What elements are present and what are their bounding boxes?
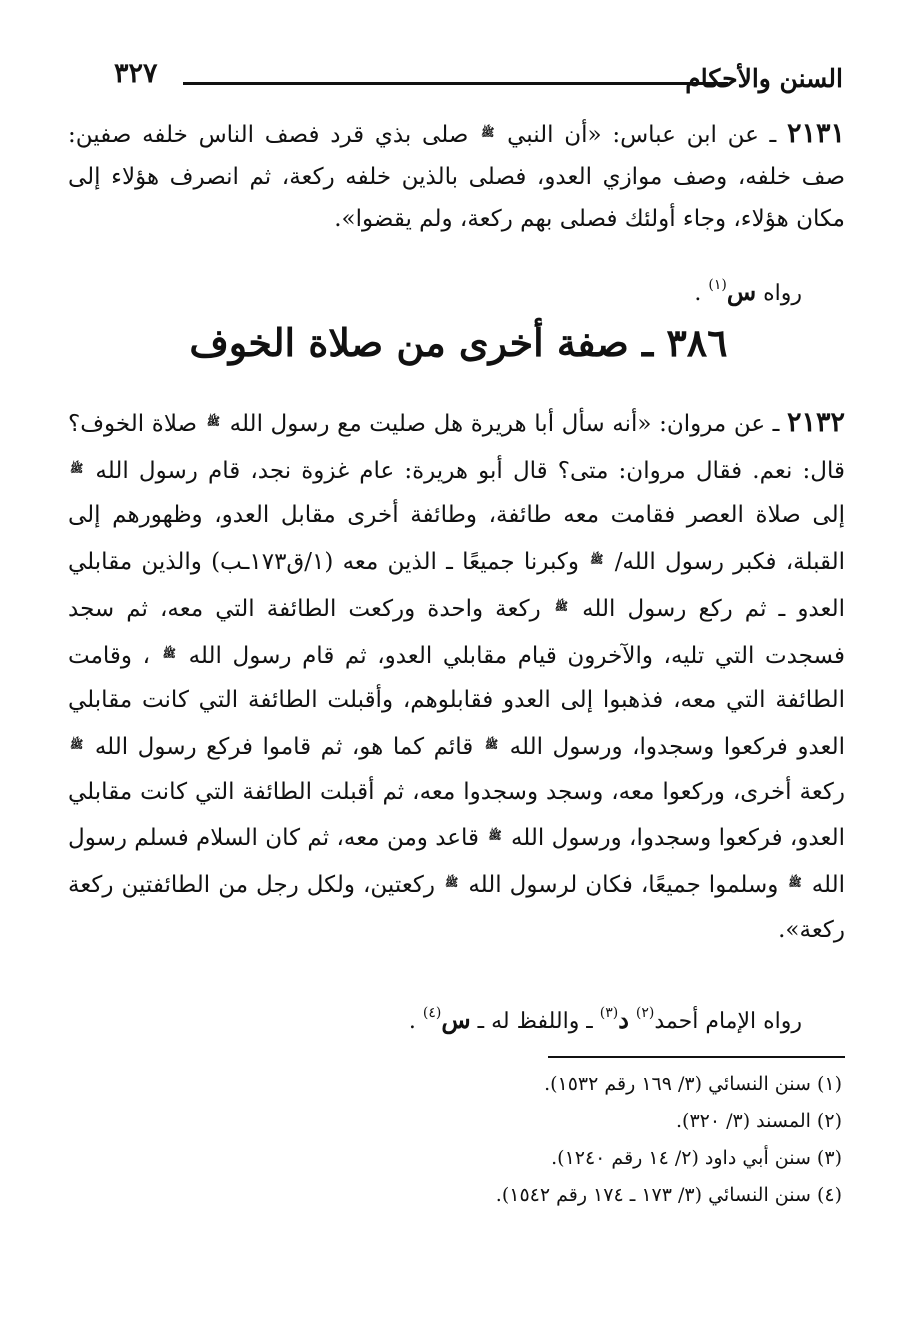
hadith-text: ، وقامت الطائفة التي معه، فذهبوا إلى العدو فقابلوهم، وأقبلت الطائفة التي كانت مقابلي العدو فركعوا وسجدوا، ورسول الله bbox=[68, 642, 845, 760]
narration-2132 bbox=[409, 1005, 802, 1034]
salutation-glyph: ﷺ bbox=[484, 737, 499, 751]
footnote-ref[interactable]: (٢) bbox=[635, 1005, 655, 1021]
hadith-text: وكبرنا جميعًا ـ الذين معه bbox=[342, 549, 579, 576]
chapter-heading: ٣٨٦ ـ صفة أخرى من صلاة الخوف bbox=[189, 320, 728, 365]
header-rule bbox=[183, 82, 728, 85]
narration-2131 bbox=[694, 277, 802, 306]
salutation-glyph: ﷺ bbox=[162, 646, 176, 660]
hadith-text: صلاة الخوف؟ قال: نعم. فقال مروان: متى؟ قال أبو هريرة: عام غزوة نجد، قام رسول الله bbox=[68, 411, 845, 484]
hadith-text: والذين مقابلي العدو ـ ثم ركع رسول الله bbox=[68, 549, 845, 622]
narration-prefix: رواه bbox=[763, 281, 802, 306]
narration-prefix: رواه الإمام أحمد bbox=[654, 1009, 802, 1034]
hadith-2132 bbox=[68, 400, 845, 952]
narration-middle: ـ واللفظ له ـ bbox=[470, 1009, 600, 1034]
footnote: (٤) سنن النسائي (٣/ ١٧٣ ـ ١٧٤ رقم ١٥٤٢). bbox=[495, 1184, 842, 1206]
salutation-glyph: ﷺ bbox=[554, 599, 569, 613]
salutation-glyph: ﷺ bbox=[70, 737, 84, 751]
source-siglum: س bbox=[726, 277, 757, 306]
salutation-glyph: ﷺ bbox=[488, 829, 502, 843]
hadith-text: ركعتين، ولكل رجل من الطائفتين ركعة ركعة». bbox=[68, 872, 845, 943]
footnote: (١) سنن النسائي (٣/ ١٦٩ رقم ١٥٣٢). bbox=[544, 1073, 842, 1095]
hadith-number: ٢١٣١ bbox=[787, 118, 846, 149]
hadith-text: قاعد ومن معه، ثم كان السلام فسلم رسول الله bbox=[68, 825, 846, 899]
page-number: ٣٢٧ bbox=[114, 58, 158, 89]
footnote-rule bbox=[548, 1056, 845, 1058]
hadith-text: صلى بذي قرد فصف الناس خلفه صفين: صف خلفه، وصف موازي العدو، فصلى بالذين خلفه ركعة، ثم انصرف هؤلاء إلى مكان هؤلاء، وجاء أولئك فصلى بهم ركعة، ولم يقضوا». bbox=[68, 122, 845, 232]
footnote-ref[interactable]: (١) bbox=[708, 277, 727, 293]
footnote: (٣) سنن أبي داود (٢/ ١٤ رقم ١٢٤٠). bbox=[551, 1147, 842, 1169]
source-siglum: د bbox=[618, 1005, 629, 1034]
hadith-text: ـ عن ابن عباس: «أن النبي bbox=[507, 122, 777, 148]
salutation-glyph: ﷺ bbox=[206, 415, 220, 428]
narration-suffix: . bbox=[694, 281, 709, 306]
hadith-text: إلى صلاة العصر فقامت معه طائفة، وطائفة أخرى مقابل العدو، وظهورهم إلى القبلة، فكبر رسول الله/ bbox=[68, 502, 846, 576]
footnotes bbox=[496, 1066, 842, 1214]
hadith-text: ركعة واحدة وركعت الطائفة التي معه، ثم سجد فسجدت التي تليه، والآخرون قيام مقابلي العدو، ثم قام رسول الله bbox=[68, 595, 846, 669]
narration-suffix: . bbox=[408, 1009, 423, 1034]
footnote: (٢) المسند (٣/ ٣٢٠). bbox=[675, 1110, 842, 1132]
hadith-2131 bbox=[68, 112, 845, 240]
salutation-glyph: ﷺ bbox=[788, 876, 802, 890]
hadith-text: وسلموا جميعًا، فكان لرسول الله bbox=[468, 872, 779, 899]
hadith-number: ٢١٣٢ bbox=[787, 407, 846, 438]
salutation-glyph: ﷺ bbox=[481, 126, 495, 139]
salutation-glyph: ﷺ bbox=[590, 553, 604, 567]
salutation-glyph: ﷺ bbox=[445, 876, 459, 890]
hadith-text: ركعة أخرى، وركعوا معه، وسجد وسجدوا معه، ثم أقبلت الطائفة التي كانت مقابلي العدو، فركعوا وسجدوا، ورسول الله bbox=[68, 778, 845, 852]
salutation-glyph: ﷺ bbox=[70, 461, 84, 475]
footnote-ref[interactable]: (٤) bbox=[422, 1005, 442, 1021]
footnote-ref[interactable]: (٣) bbox=[599, 1005, 619, 1021]
hadith-text: قائم كما هو، ثم قاموا فركع رسول الله bbox=[94, 733, 474, 760]
source-siglum: س bbox=[441, 1005, 471, 1034]
running-title: السنن والأحكام bbox=[685, 64, 843, 93]
hadith-text: ـ عن مروان: «أنه سأل أبا هريرة هل صليت مع رسول الله bbox=[229, 411, 780, 437]
manuscript-folio-marker: (١/ق١٧٣ـب) bbox=[211, 549, 334, 576]
